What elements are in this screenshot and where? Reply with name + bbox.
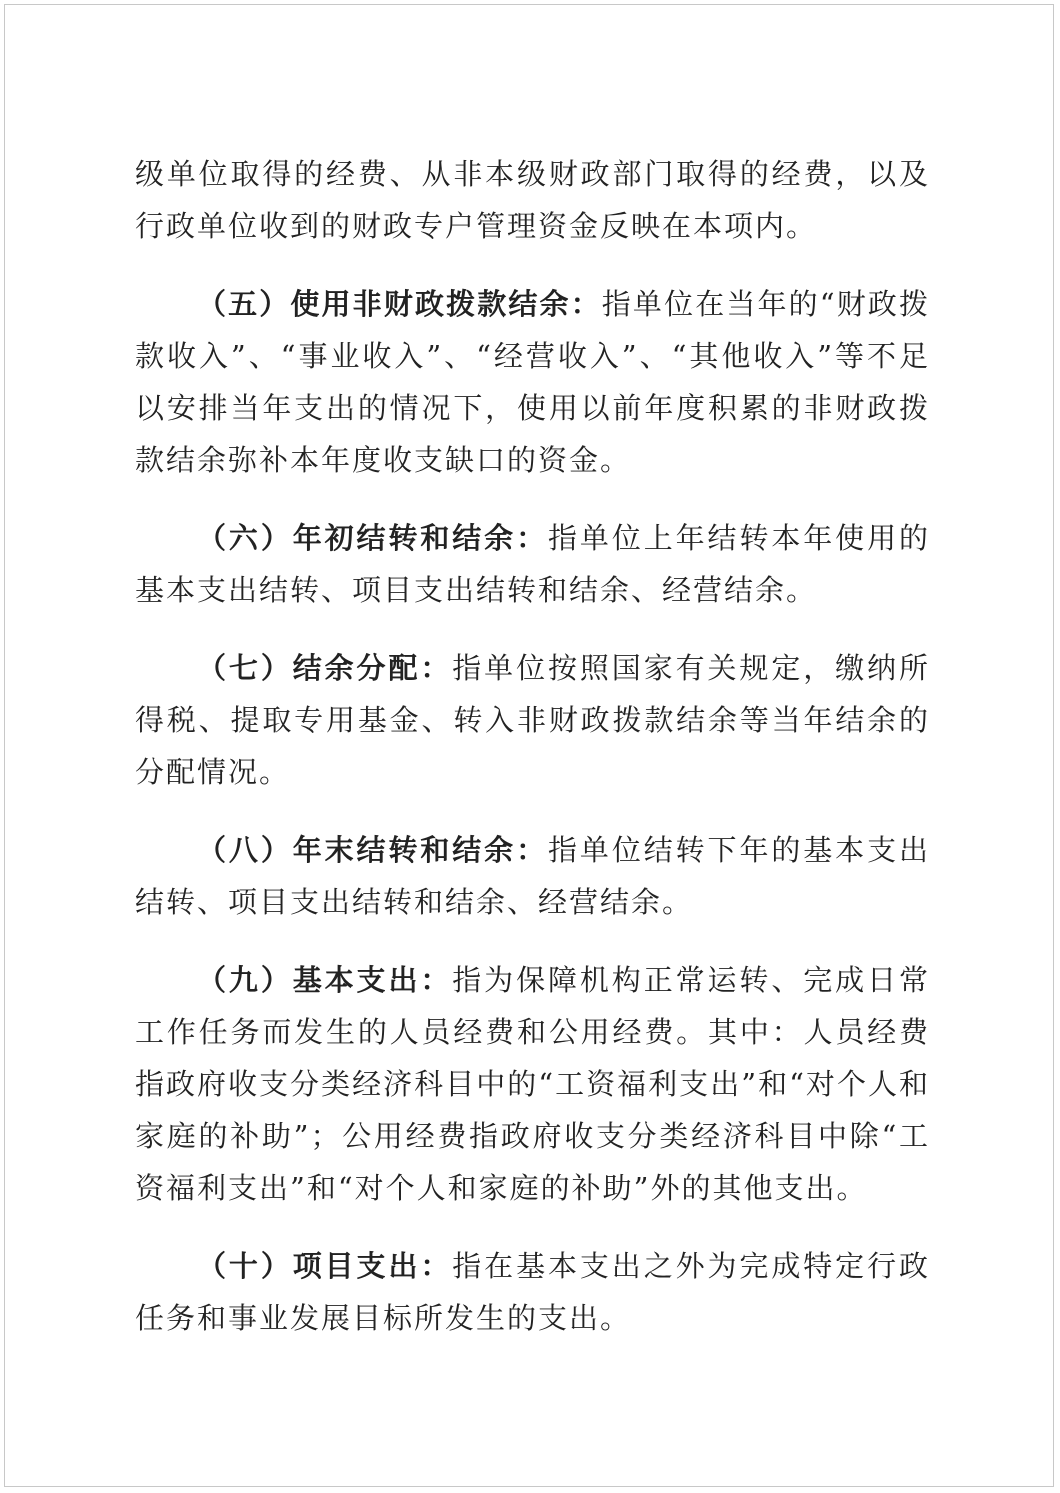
paragraph-text: 指单位结转下年的基本支出结转、项目支出结转和结余、经营结余。 (135, 833, 930, 919)
paragraph-heading: （五）使用非财政拨款结余： (197, 287, 602, 321)
paragraph-text: 指单位按照国家有关规定，缴纳所得税、提取专用基金、转入非财政拨款结余等当年结余的分配情况。 (135, 651, 930, 789)
paragraph-heading: （七）结余分配： (197, 651, 453, 685)
paragraph-heading: （八）年末结转和结余： (197, 833, 548, 867)
paragraph-heading: （十）项目支出： (197, 1249, 453, 1283)
paragraph-text: 指单位在当年的“财政拨款收入”、“事业收入”、“经营收入”、“其他收入”等不足以安排当年支出的情况下，使用以前年度积累的非财政拨款结余弥补本年度收支缺口的资金。 (135, 287, 930, 477)
paragraph-text: 指单位上年结转本年使用的基本支出结转、项目支出结转和结余、经营结余。 (135, 521, 930, 607)
paragraph-continuation (135, 148, 930, 252)
paragraph-item-6 (135, 512, 930, 616)
paragraph-item-5 (135, 278, 930, 486)
paragraph-item-10 (135, 1240, 930, 1344)
paragraph-item-8 (135, 824, 930, 928)
paragraph-heading: （六）年初结转和结余： (197, 521, 548, 555)
paragraph-item-7 (135, 642, 930, 798)
paragraph-item-9 (135, 954, 930, 1214)
document-body (135, 148, 930, 1344)
paragraph-heading: （九）基本支出： (197, 963, 453, 997)
paragraph-text: 指为保障机构正常运转、完成日常工作任务而发生的人员经费和公用经费。其中：人员经费指政府收支分类经济科目中的“工资福利支出”和“对个人和家庭的补助”；公用经费指政府收支分类经济科目中除“工资福利支出”和“对个人和家庭的补助”外的其他支出。 (135, 963, 930, 1205)
paragraph-text: 指在基本支出之外为完成特定行政任务和事业发展目标所发生的支出。 (135, 1249, 930, 1335)
paragraph-text: 级单位取得的经费、从非本级财政部门取得的经费，以及行政单位收到的财政专户管理资金反映在本项内。 (135, 157, 930, 243)
